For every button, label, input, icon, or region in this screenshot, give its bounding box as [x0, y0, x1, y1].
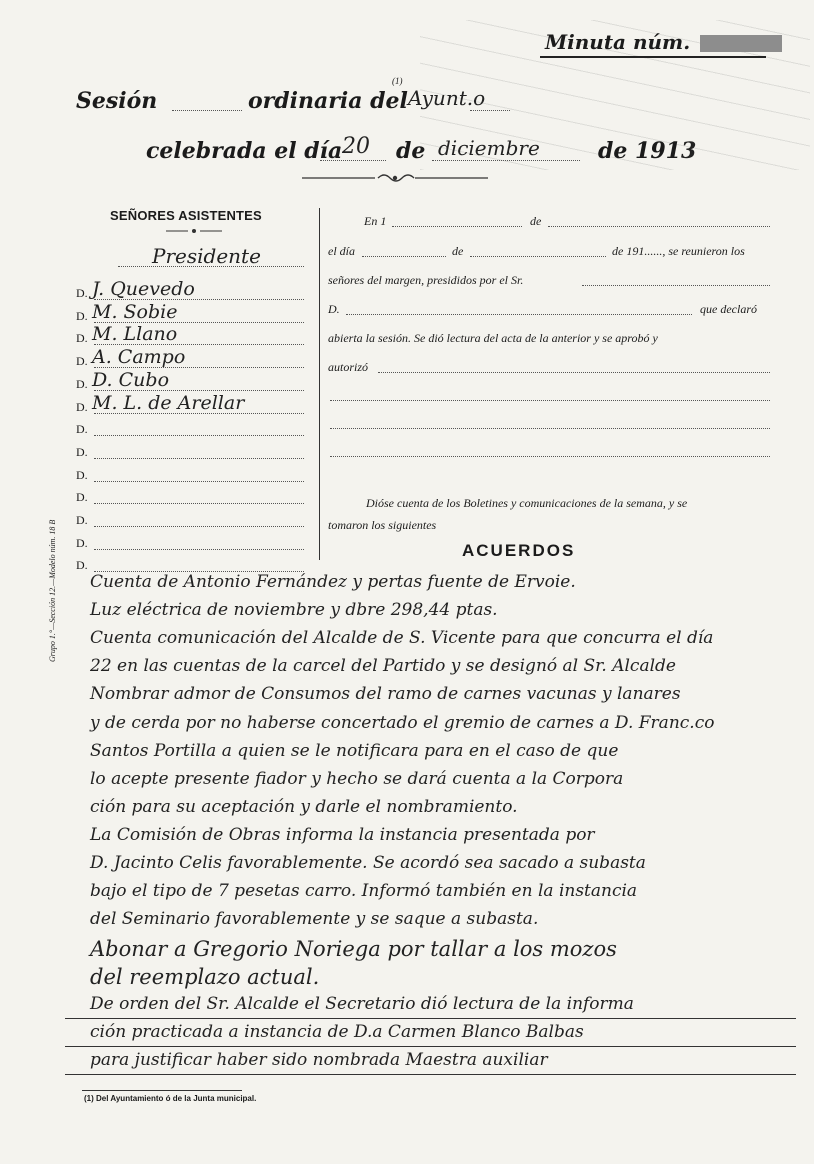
- form-de191: de 191......, se reunieron los: [612, 244, 745, 258]
- minutes-line: del Seminario favorablemente y se saque a subasta.: [90, 909, 539, 930]
- sesion-ref: (1): [392, 76, 403, 86]
- ruled-line: [65, 1018, 796, 1019]
- minutes-line: La Comisión de Obras informa la instancia presentada por: [90, 824, 595, 845]
- dia-hand: 20: [342, 134, 370, 159]
- form-que-declaro: que declaró: [700, 302, 757, 316]
- form-dia-dots: [362, 256, 446, 257]
- form-diose: Dióse cuenta de los Boletines y comunicaciones de la semana, y se: [366, 496, 688, 510]
- form-mes-dots: [470, 256, 606, 257]
- sesion-label: Sesión: [76, 88, 158, 114]
- asistentes-title: SEÑORES ASISTENTES: [110, 208, 262, 223]
- asistente-prefix: D.: [76, 558, 88, 573]
- form-en: En 1: [364, 214, 387, 228]
- minutes-line: ción para su aceptación y darle el nombramiento.: [90, 796, 518, 817]
- minuta-label: Minuta núm.: [545, 30, 782, 54]
- asistente-name: M. Sobie: [92, 300, 178, 323]
- form-blank-3: [330, 456, 770, 457]
- minutes-line: bajo el tipo de 7 pesetas carro. Informó también en la instancia: [90, 881, 638, 902]
- form-abierta: abierta la sesión. Se dió lectura del acta de la anterior y se aprobó y: [328, 331, 658, 345]
- ornament-divider: [300, 170, 490, 186]
- asistente-dots: [94, 503, 304, 504]
- minuta-underline: [540, 56, 766, 58]
- form-en-de-dots: [548, 226, 770, 227]
- minutes-line: 22 en las cuentas de la carcel del Partido y se designó al Sr. Alcalde: [90, 656, 676, 677]
- asistente-prefix: D.: [76, 399, 88, 414]
- form-d: D.: [328, 302, 340, 316]
- form-el-dia: el día: [328, 244, 355, 258]
- de-label: de: [396, 138, 426, 164]
- side-text: Grupo 1.°—Sección 12.—Modelo núm. 18 B: [48, 519, 57, 662]
- asistente-name: A. Campo: [92, 346, 186, 369]
- anio-label: de 1913: [598, 138, 697, 164]
- minutes-line: Cuenta comunicación del Alcalde de S. Vicente para que concurra el día: [90, 628, 714, 649]
- minutes-line: Luz eléctrica de noviembre y dbre 298,44 ptas.: [90, 600, 498, 621]
- asistente-prefix: D.: [76, 422, 88, 437]
- asistente-prefix: D.: [76, 467, 88, 482]
- asistente-name: D. Cubo: [92, 368, 170, 391]
- sesion-hand: Ayunt.o: [408, 86, 486, 110]
- minuta-number-box: [700, 35, 782, 52]
- form-d-dots: [346, 314, 692, 315]
- dia-dots: [320, 160, 386, 161]
- minutes-line: y de cerda por no haberse concertado el gremio de carnes a D. Franc.co: [90, 712, 715, 733]
- minutes-line: Cuenta de Antonio Fernández y pertas fuente de Ervoie.: [90, 572, 576, 592]
- form-tomaron: tomaron los siguientes: [328, 518, 437, 532]
- asistente-prefix: D.: [76, 354, 88, 369]
- asistente-prefix: D.: [76, 308, 88, 323]
- form-blank-1: [330, 400, 770, 401]
- minutes-line: Nombrar admor de Consumos del ramo de carnes vacunas y lanares: [90, 684, 681, 705]
- column-divider: [319, 208, 320, 560]
- asistente-dots: [94, 458, 304, 459]
- asistente-prefix: D.: [76, 490, 88, 505]
- sesion-tipo: ordinaria del: [248, 88, 408, 114]
- mes-dots: [432, 160, 580, 161]
- asistente-prefix: D.: [76, 286, 88, 300]
- form-en-de: de: [530, 214, 542, 228]
- form-autorizo-dots: [378, 372, 770, 373]
- asistente-dots: [94, 481, 304, 482]
- mes-hand: diciembre: [438, 136, 540, 160]
- asistente-prefix: D.: [76, 331, 88, 346]
- footnote-rule: [82, 1090, 242, 1091]
- footnote: (1) Del Ayuntamiento ó de la Junta municipal.: [84, 1094, 257, 1103]
- presidente-hand: Presidente: [152, 244, 261, 268]
- minutes-line: del reemplazo actual.: [90, 965, 320, 990]
- form-senores-dots: [582, 285, 770, 286]
- asistente-name: M. Llano: [92, 323, 178, 346]
- minutes-line: Santos Portilla a quien se le notificara para en el caso de que: [90, 740, 619, 761]
- asistente-prefix: D.: [76, 513, 88, 527]
- asistente-name: J. Quevedo: [92, 278, 195, 300]
- sesion-dots: [172, 110, 242, 111]
- asistentes-ornament: [164, 226, 224, 236]
- asistente-name: M. L. de Arellar: [92, 391, 245, 414]
- asistente-prefix: D.: [76, 376, 88, 391]
- ruled-line: [65, 1046, 796, 1047]
- asistente-dots: [94, 549, 304, 550]
- form-autorizo: autorizó: [328, 360, 369, 374]
- ruled-line: [65, 1074, 796, 1075]
- minutes-line: para justificar haber sido nombrada Maestra auxiliar: [90, 1049, 548, 1070]
- asistente-dots: [94, 435, 304, 436]
- form-en-dots: [392, 226, 522, 227]
- asistente-prefix: D.: [76, 535, 88, 550]
- minutes-line: ción practicada a instancia de D.a Carmen Blanco Balbas: [90, 1021, 584, 1042]
- acuerdos-title: ACUERDOS: [462, 541, 576, 560]
- form-senores: señores del margen, presididos por el Sr.: [328, 273, 524, 287]
- presidente-dots: [118, 266, 304, 267]
- asistente-prefix: D.: [76, 444, 88, 459]
- sesion-dots-right: [470, 110, 510, 111]
- form-de2: de: [452, 244, 464, 258]
- asistente-dots: [94, 526, 304, 527]
- celebrada-label: celebrada el día: [146, 138, 343, 164]
- minutes-line: De orden del Sr. Alcalde el Secretario dió lectura de la informa: [90, 993, 634, 1014]
- minutes-line: D. Jacinto Celis favorablemente. Se acordó sea sacado a subasta: [90, 853, 646, 873]
- minutes-line: lo acepte presente fiador y hecho se dará cuenta a la Corpora: [90, 768, 624, 789]
- form-blank-2: [330, 428, 770, 429]
- minutes-line: Abonar a Gregorio Noriega por tallar a los mozos: [90, 937, 617, 962]
